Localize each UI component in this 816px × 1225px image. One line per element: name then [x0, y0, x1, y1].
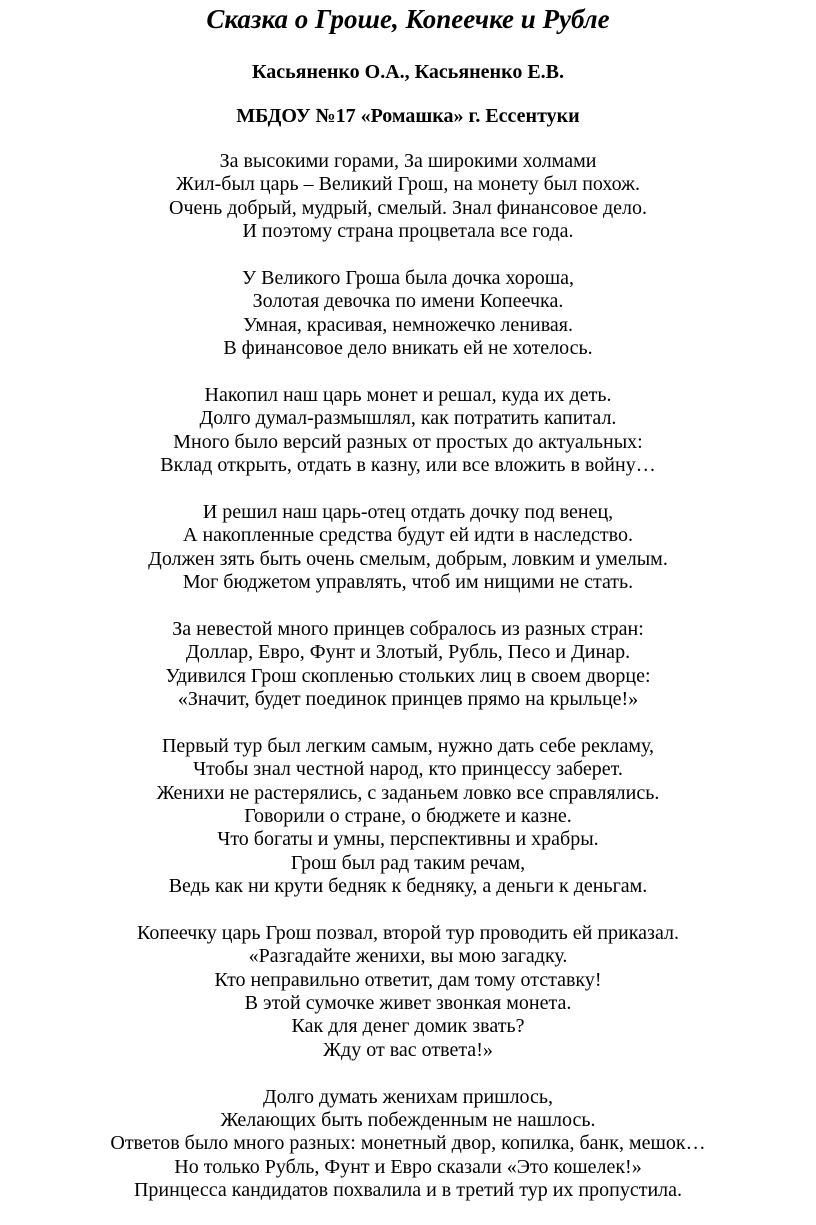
poem-line: «Разгадайте женихи, вы мою загадку.	[248, 945, 568, 968]
poem-line: Золотая девочка по имени Копеечка.	[252, 290, 564, 313]
poem-line: За высокими горами, За широкими холмами	[219, 150, 597, 172]
poem-line: Ответов было много разных: монетный двор, копилка, банк, мешок…	[110, 1132, 706, 1155]
poem-body	[0, 150, 816, 1203]
poem-line: Принцесса кандидатов похвалила и в третий тур их пропустила.	[133, 1179, 683, 1202]
poem-line: Копеечку царь Грош позвал, второй тур проводить ей приказал.	[136, 921, 679, 944]
poem-stanza	[0, 735, 816, 899]
poem-line: Чтобы знал честной народ, кто принцессу заберет.	[193, 758, 623, 781]
poem-stanza	[0, 267, 816, 361]
authors-line: Касьяненко О.А., Касьяненко Е.В.	[251, 61, 565, 83]
poem-stanza	[0, 501, 816, 595]
poem-line: Очень добрый, мудрый, смелый. Знал финансовое дело.	[169, 196, 647, 219]
poem-line: Вклад открыть, отдать в казну, или все вложить в войну…	[160, 454, 656, 477]
poem-line: Но только Рубль, Фунт и Евро сказали «Это кошелек!»	[174, 1155, 642, 1178]
poem-line: В этой сумочке живет звонкая монета.	[244, 992, 572, 1015]
poem-line: Ведь как ни крути бедняк к бедняку, а деньги к деньгам.	[168, 875, 648, 898]
poem-line: Удивился Грош скопленью стольких лиц в своем дворце:	[165, 664, 651, 687]
poem-line: Накопил наш царь монет и решал, куда их деть.	[204, 383, 612, 406]
organization-line: МБДОУ №17 «Ромашка» г. Ессентуки	[236, 105, 580, 127]
poem-line: И решил наш царь-отец отдать дочку под венец,	[202, 500, 614, 523]
poem-line: Мог бюджетом управлять, чтоб им нищими не стать.	[182, 571, 634, 594]
poem-line: За невестой много принцев собралось из разных стран:	[172, 617, 644, 640]
poem-line: В финансовое дело вникать ей не хотелось.	[223, 337, 593, 360]
poem-line: Как для денег домик звать?	[291, 1015, 525, 1038]
poem-line: И поэтому страна процветала все года.	[242, 220, 574, 243]
poem-line: Женихи не растерялись, с заданьем ловко все справлялись.	[156, 781, 660, 804]
poem-line: Много было версий разных от простых до актуальных:	[173, 430, 643, 453]
poem-line: Долго думал-размышлял, как потратить капитал.	[199, 407, 617, 430]
poem-stanza	[0, 922, 816, 1062]
poem-line: Должен зять быть очень смелым, добрым, ловким и умелым.	[148, 547, 668, 570]
poem-line: Доллар, Евро, Фунт и Злотый, Рубль, Песо и Динар.	[185, 641, 631, 664]
poem-line: У Великого Гроша была дочка хороша,	[241, 266, 575, 289]
poem-line: Что богаты и умны, перспективны и храбры.	[217, 828, 599, 851]
poem-line: Умная, красивая, немножечко ленивая.	[243, 313, 573, 336]
poem-line: Долго думать женихам пришлось,	[262, 1085, 554, 1108]
poem-stanza	[0, 150, 816, 244]
poem-line: А накопленные средства будут ей идти в наследство.	[183, 524, 633, 547]
poem-line: Кто неправильно ответит, дам тому отставку!	[214, 968, 602, 991]
poem-stanza	[0, 1086, 816, 1203]
document-title: Сказка о Гроше, Копеечке и Рубле	[206, 4, 610, 34]
poem-stanza	[0, 384, 816, 478]
poem-line: Говорили о стране, о бюджете и казне.	[244, 804, 572, 827]
poem-stanza	[0, 618, 816, 712]
poem-line: Грош был рад таким речам,	[290, 851, 526, 874]
poem-line: Первый тур был легким самым, нужно дать себе рекламу,	[161, 734, 655, 757]
poem-line: Жду от вас ответа!»	[323, 1038, 493, 1061]
poem-line: «Значит, будет поединок принцев прямо на крыльце!»	[177, 687, 639, 710]
poem-line: Желающих быть побежденным не нашлось.	[220, 1109, 596, 1132]
poem-line: Жил-был царь – Великий Грош, на монету был похож.	[176, 173, 640, 196]
